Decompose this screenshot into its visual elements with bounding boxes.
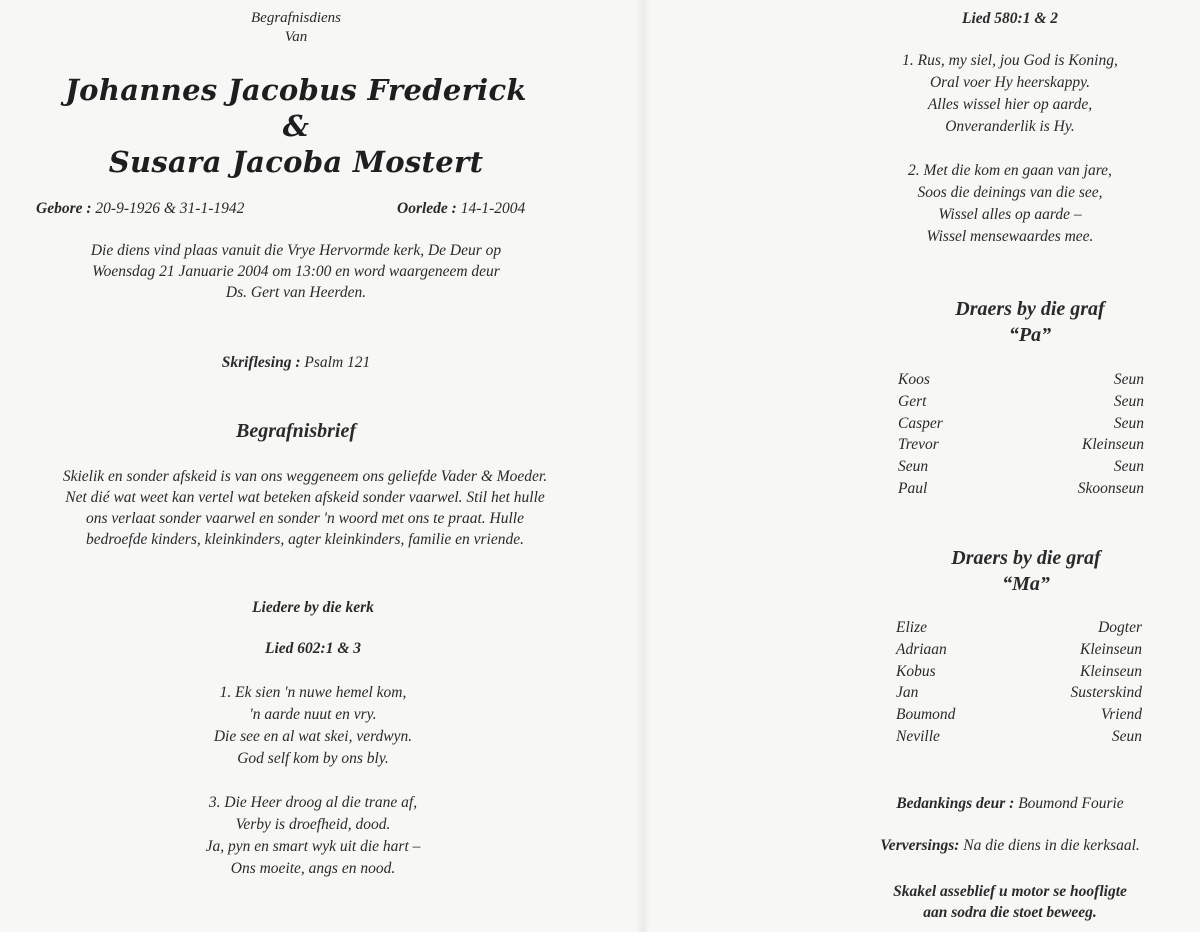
right-page: [640, 0, 1200, 932]
songs-heading: Liedere by die kerk: [252, 599, 374, 616]
died-line: Oorlede : 14-1-2004: [397, 200, 526, 217]
list-item: Neville Seun: [896, 727, 1142, 745]
list-item: Gert Seun: [898, 392, 1144, 410]
service-title: Begrafnisdiens Van: [251, 10, 341, 45]
name-2: Susara Jacoba Mostert: [108, 145, 484, 179]
list-item: Boumond Vriend: [896, 706, 1142, 724]
bearers-ma-list: [896, 617, 1142, 748]
service-info: Die diens vind plaas vanuit die Vrye Hervormde kerk, De Deur op Woensdag 21 Januarie 2004 om 13:00 en word waargeneem deur Ds. Gert van Heerden.: [90, 242, 502, 301]
song-602-title: Lied 602:1 & 3: [265, 640, 361, 657]
born-line: Gebore : 20-9-1926 & 31-1-1942: [36, 200, 245, 217]
song-580-title: Lied 580:1 & 2: [962, 10, 1058, 27]
song-580-stanza-1: 1. Rus, my siel, jou God is Koning, Oral voer Hy heerskappy. Alles wissel hier op aarde, Onveranderlik is Hy.: [902, 52, 1118, 135]
name-1: Johannes Jacobus Frederick: [65, 73, 527, 107]
song-602-stanza-1: 1. Ek sien 'n nuwe hemel kom, 'n aarde nuut en vry. Die see en al wat skei, verdwyn. God self kom by ons bly.: [213, 684, 413, 767]
list-item: Koos Seun: [898, 371, 1144, 388]
letter-heading: Begrafnisbrief: [236, 420, 356, 442]
list-item: Paul Skoonseun: [898, 479, 1144, 497]
thanks-line: Bedankings deur : Boumond Fourie: [896, 795, 1124, 812]
headlights-notice: Skakel asseblief u motor se hoofligte aan sodra die stoet beweeg.: [893, 883, 1127, 921]
list-item: Adriaan Kleinseun: [896, 640, 1142, 658]
list-item: Trevor Kleinseun: [898, 436, 1144, 454]
list-item: Kobus Kleinseun: [896, 662, 1142, 680]
song-580-stanza-2: 2. Met die kom en gaan van jare, Soos die deinings van die see, Wissel alles op aarde – Wissel mensewaardes mee.: [908, 162, 1112, 245]
list-item: Seun Seun: [898, 458, 1144, 476]
refreshments-line: Verversings: Na die diens in die kerksaal.: [880, 837, 1140, 854]
bearers-pa-heading: Draers by die graf “Pa”: [955, 298, 1105, 346]
bearers-ma-heading: Draers by die graf “Ma”: [951, 547, 1101, 595]
ampersand: &: [282, 109, 310, 143]
list-item: Jan Susterskind: [896, 684, 1142, 702]
list-item: Elize Dogter: [896, 619, 1142, 636]
bearers-pa-list: [898, 369, 1144, 500]
letter-body: Skielik en sonder afskeid is van ons weggeneem ons geliefde Vader & Moeder. Net dié wat weet kan vertel wat beteken afskeid sonder vaarwel. Stil het hulle ons verlaat sonder vaarwel en sonder 'n woord met ons te praat. Hulle bedroefde kinders, kleinkinders, agter kleinkinders, familie en vriende.: [62, 468, 548, 548]
list-item: Casper Seun: [898, 414, 1144, 432]
reading-line: Skriflesing : Psalm 121: [221, 354, 371, 371]
song-602-stanza-3: 3. Die Heer droog al die trane af, Verby is droefheid, dood. Ja, pyn en smart wyk uit die hart – Ons moeite, angs en nood.: [205, 794, 421, 877]
deceased-names: [0, 72, 592, 180]
